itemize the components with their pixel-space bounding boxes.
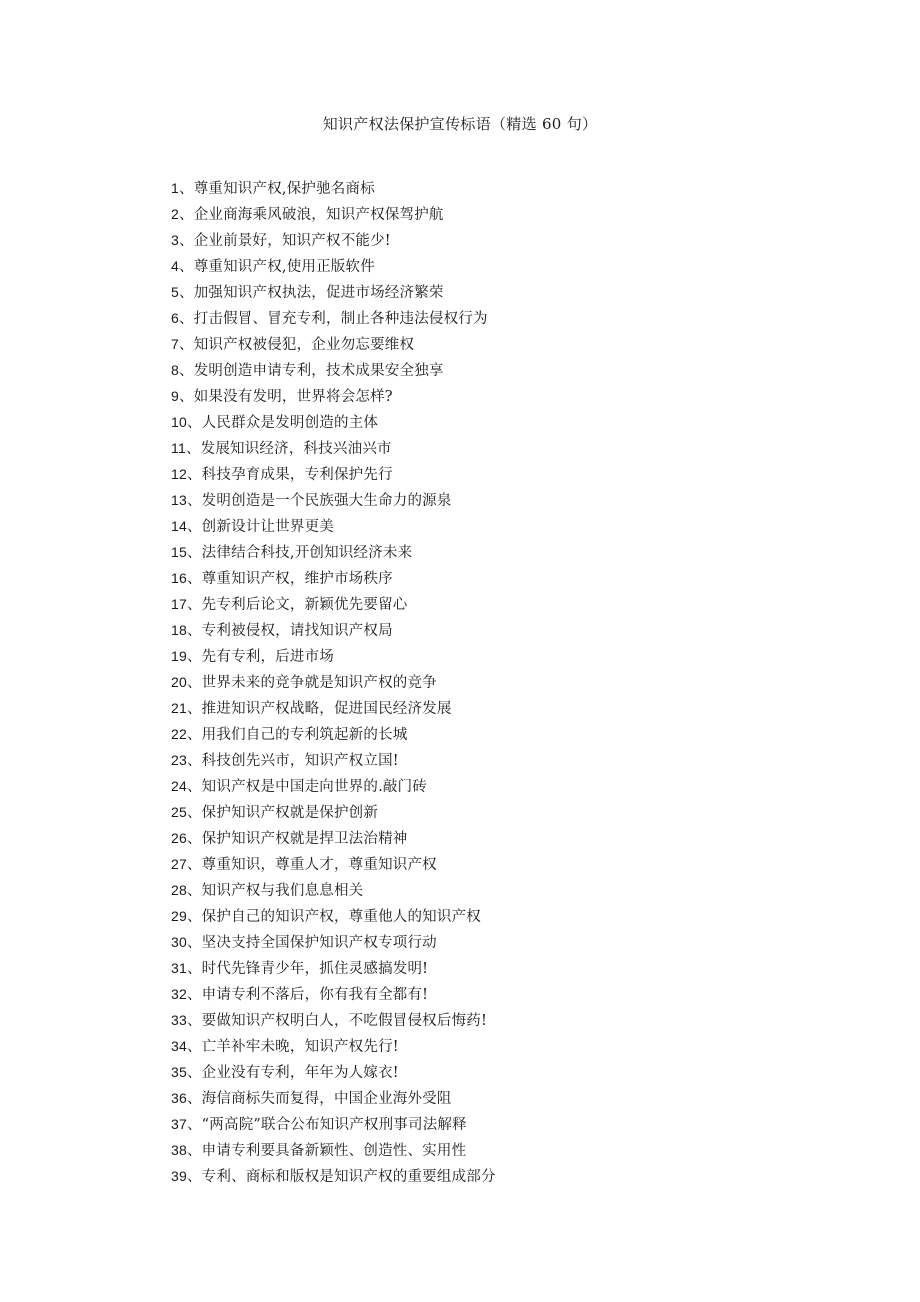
item-text: 、先有专利，后进市场 [186,649,334,665]
list-item [171,645,496,671]
list-item [171,1061,496,1087]
item-text: 、发展知识经济，科技兴油兴市 [185,441,392,457]
item-number: 26 [171,830,187,846]
item-number: 14 [171,518,187,534]
item-text: 、用我们自己的专利筑起新的长城 [186,727,408,743]
item-text: 、尊重知识产权,使用正版软件 [179,259,375,275]
item-text: 、法律结合科技,开创知识经济未来 [186,545,413,561]
item-text: 、专利、商标和版权是知识产权的重要组成部分 [186,1169,496,1185]
item-text: 、尊重知识产权，维护市场秩序 [186,571,393,587]
item-number: 38 [171,1142,187,1158]
item-number: 20 [171,674,187,690]
list-item [171,567,496,593]
list-item [171,697,496,723]
item-number: 22 [171,726,187,742]
list-item [171,333,496,359]
list-item [171,749,496,775]
item-number: 39 [171,1168,187,1184]
item-number: 16 [171,570,187,586]
list-item [171,775,496,801]
item-number: 9 [171,388,179,404]
item-text: 、坚决支持全国保护知识产权专项行动 [186,935,437,951]
list-item [171,931,496,957]
item-number: 11 [171,440,186,456]
list-item [171,385,496,411]
list-item [171,203,496,229]
list-item [171,281,496,307]
item-number: 32 [171,986,187,1002]
list-item [171,671,496,697]
item-number: 4 [171,258,179,274]
list-item [171,1009,496,1035]
item-number: 30 [171,934,187,950]
list-item [171,827,496,853]
item-text: 、尊重知识产权,保护驰名商标 [179,181,375,197]
list-item [171,541,496,567]
item-number: 8 [171,362,179,378]
item-number: 34 [171,1038,187,1054]
item-number: 25 [171,804,187,820]
item-number: 21 [171,700,187,716]
item-number: 33 [171,1012,187,1028]
item-text: 、先专利后论文，新颖优先要留心 [186,597,408,613]
item-text: 、发明创造是一个民族强大生命力的源泉 [186,493,452,509]
item-text: 、专利被侵权，请找知识产权局 [186,623,393,639]
item-text: 、亡羊补牢未晚，知识产权先行! [186,1039,399,1055]
item-number: 15 [171,544,187,560]
item-number: 18 [171,622,187,638]
item-text: 、海信商标失而复得，中国企业海外受阻 [186,1091,452,1107]
item-text: 、打击假冒、冒充专利，制止各种违法侵权行为 [179,311,488,327]
item-number: 24 [171,778,187,794]
item-text: 、企业商海乘风破浪，知识产权保驾护航 [179,207,444,223]
item-number: 19 [171,648,187,664]
list-item [171,723,496,749]
list-item [171,593,496,619]
list-item [171,1139,496,1165]
item-text: 、企业没有专利，年年为人嫁衣! [186,1065,399,1081]
item-text: 、知识产权是中国走向世界的.敲门砖 [186,779,427,795]
item-text: 、申请专利不落后，你有我有全都有! [186,987,429,1003]
list-item [171,307,496,333]
item-number: 37 [171,1116,187,1132]
list-item [171,1087,496,1113]
list-item [171,619,496,645]
item-text: 、发明创造申请专利，技术成果安全独享 [179,363,444,379]
item-text: 、推进知识产权战略，促进国民经济发展 [186,701,452,717]
item-text: 、要做知识产权明白人，不吃假冒侵权后悔药! [186,1013,488,1029]
item-number: 10 [171,414,187,430]
item-text: 、申请专利要具备新颖性、创造性、实用性 [186,1143,467,1159]
item-number: 31 [171,960,187,976]
item-number: 12 [171,466,187,482]
item-number: 35 [171,1064,187,1080]
item-number: 7 [171,336,179,352]
page-title: 知识产权法保护宣传标语（精选 60 句） [322,115,598,133]
list-item [171,853,496,879]
item-text: 、创新设计让世界更美 [186,519,334,535]
item-number: 28 [171,882,187,898]
list-item [171,1165,496,1191]
list-item [171,801,496,827]
item-text: 、如果没有发明，世界将会怎样? [179,389,393,405]
slogan-list [171,177,496,1191]
item-number: 1 [171,180,179,196]
item-text: 、科技创先兴市，知识产权立国! [186,753,399,769]
item-text: 、知识产权与我们息息相关 [186,883,364,899]
list-item [171,957,496,983]
item-text: 、保护知识产权就是捍卫法治精神 [186,831,408,847]
item-text: 、保护自己的知识产权，尊重他人的知识产权 [186,909,481,925]
item-number: 36 [171,1090,187,1106]
item-number: 3 [171,232,179,248]
list-item [171,437,496,463]
item-text: 、加强知识产权执法，促进市场经济繁荣 [179,285,444,301]
list-item [171,983,496,1009]
list-item [171,411,496,437]
item-text: 、保护知识产权就是保护创新 [186,805,379,821]
list-item [171,1035,496,1061]
list-item [171,879,496,905]
item-number: 29 [171,908,187,924]
item-text: 、人民群众是发明创造的主体 [186,415,379,431]
item-text: 、世界未来的竞争就是知识产权的竞争 [186,675,437,691]
item-number: 6 [171,310,179,326]
list-item [171,1113,496,1139]
item-text: 、科技孕育成果，专利保护先行 [186,467,393,483]
list-item [171,463,496,489]
list-item [171,905,496,931]
item-number: 13 [171,492,187,508]
item-text: 、知识产权被侵犯，企业勿忘要维权 [179,337,415,353]
item-number: 17 [171,596,187,612]
item-text: 、企业前景好，知识产权不能少! [179,233,391,249]
list-item [171,489,496,515]
list-item [171,359,496,385]
list-item [171,229,496,255]
item-number: 27 [171,856,187,872]
list-item [171,255,496,281]
item-number: 2 [171,206,179,222]
item-text: 、尊重知识，尊重人才，尊重知识产权 [186,857,437,873]
item-text: 、时代先锋青少年，抓住灵感搞发明! [186,961,429,977]
list-item [171,177,496,203]
item-number: 23 [171,752,187,768]
list-item [171,515,496,541]
item-number: 5 [171,284,179,300]
item-text: 、“两高院”联合公布知识产权刑事司法解释 [186,1117,467,1133]
